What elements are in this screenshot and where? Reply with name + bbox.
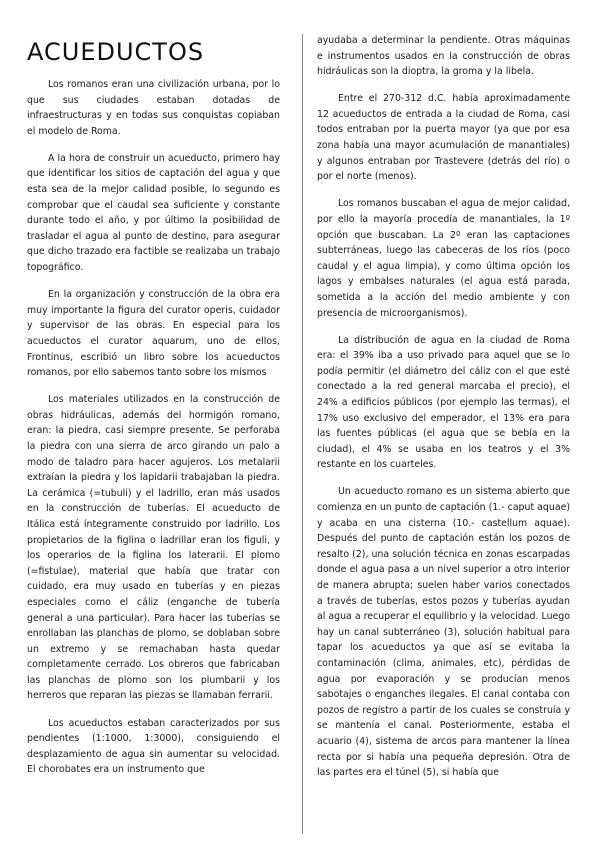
paragraph: Entre el 270-312 d.C. había aproximadamente 12 acueductos de entrada a la ciudad de Roma, casi todos entraban por la puerta mayor (ya que por esa zona había una mayor acumulación de manantiales) y algunos entraban por Trastevere (detrás del río) o por el norte (menos). [317,93,570,183]
paragraph-continued: ayudaba a determinar la pendiente. Otras máquinas e instrumentos usados en la construcción de obras hidráulicas son la dioptra, la groma y la libela. [317,35,570,78]
paragraph: La distribución de agua en la ciudad de Roma era: el 39% iba a uso privado para aquel que se lo podía permitir (el diámetro del cáliz con el que esté conectado a la red general marcaba el precio), el 24% a edificios públicos (por ejemplo las termas), el 17% uso exclusivo del emperador, el 13% era para las fuentes públicas (el agua que se bebía en la ciudad), el 4% se usaba en los teatros y el 3% restante en los cuarteles. [317,334,570,471]
paragraph: A la hora de construir un acueducto, primero hay que identificar los sitios de captación del agua y que esta sea de la mejor calidad posible, lo segundo es comprobar que el caudal sea suficiente y constante durante todo el año, y por último la posibilidad de trasladar el agua al punto de destino, para asegurar que dicho trazado era factible se realizaba un trabajo topográfico. [27,152,280,274]
right-column [317,33,570,792]
paragraph: Los materiales utilizados en la construcción de obras hidráulicas, además del hormigón romano, eran: la piedra, casi siempre presente. Se perforaba la piedra con una sierra de arco girando un palo a modo de taladro para hacer agujeros. Los metalarii extraían la piedra y los lapidarii trabajaban la piedra. La cerámica (=tubuli) y el ladrillo, eran más usados en la construcción de tuberías. El acueducto de Itálica está íntegramente construido por ladrillo. Los propietarios de la figlina o ladrillar eran los figuli, y los operarios de la figlina los laterarii. El plomo (=fistulae), material que había que tratar con cuidado, era muy usado en tuberías y en piezas especiales como el cáliz (enganche de tubería general a una particular). Para hacer las tuberías se enrollaban las planchas de plomo, se doblaban sobre un extremo y se remachaban hasta quedar completamente cerrado. Los obreros que fabricaban las planchas de plomo son los plumbarii y los herreros que reparan las piezas se llamaban ferrarii. [27,394,280,702]
paragraph: En la organización y construcción de la obra era muy importante la figura del curator operis, cuidador y supervisor de las obras. En especial para los acueductos el curator aquarum, uno de ellos, Frontinus, escribió un libro sobre los acueductos romanos, por ello sabemos tanto sobre los mismos [27,289,280,379]
paragraph: Los romanos eran una civilización urbana, por lo que sus ciudades estaban dotadas de infraestructuras y en todas sus conquistas copiaban el modelo de Roma. [27,79,280,137]
column-divider [302,34,303,834]
left-column [27,38,280,789]
paragraph: Los romanos buscaban el agua de mejor calidad, por ello la mayoría procedía de manantiales, la 1º opción que buscaban. La 2º eran las captaciones subterráneas, luego las cabeceras de los ríos (poco caudal y el agua limpia), y como última opción los lagos y embalses naturales (el agua está parada, sometida a la acción del medio ambiente y con presencia de microorganismos). [317,198,570,319]
document-title: ACUEDUCTOS [27,38,205,66]
paragraph: Los acueductos estaban caracterizados por sus pendientes (1:1000, 1:3000), consiguiendo el desplazamiento de agua sin aumentar su velocidad. El chorobates era un instrumento que [27,717,280,776]
paragraph: Un acueducto romano es un sistema abierto que comienza en un punto de captación (1.- caput aquae) y acaba en una cisterna (10.- castellum aquae). Después del punto de captación están los pozos de resalto (2), una solución técnica en zonas escarpadas donde el agua pasa a un nivel superior a otro interior de manera abrupta; suelen haber varios conectados a través de tuberías, estos pozos y tuberías ayudan al agua a recuperar el equilibrio y la velocidad. Luego hay un canal subterráneo (3), solución habitual para tapar los acueductos ya que así se evitaba la contaminación (clima, animales, etc), pérdidas de agua por evaporación y se producían menos sabotajes o enganches ilegales. El canal contaba con pozos de registro a partir de los cuales se construía y se mantenía el canal. Posteriormente, estaba el acuario (4), sistema de arcos para mantener la línea recta por si había una pequeña depresión. Otra de las partes era el túnel (5), si había que [317,486,570,779]
